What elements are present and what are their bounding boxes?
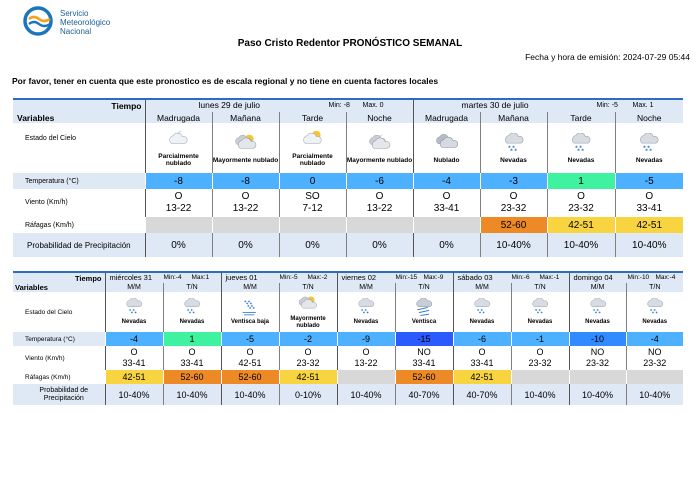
page-title: Paso Cristo Redentor PRONÓSTICO SEMANAL: [237, 38, 463, 49]
precip-cell: 10-40%: [626, 384, 683, 405]
period-header: M/M: [569, 283, 626, 292]
svg-text:✱: ✱: [478, 310, 482, 315]
day-min: Min:-5: [279, 274, 298, 281]
svg-text:✱: ✱: [534, 308, 538, 313]
wind-cell: [547, 189, 615, 217]
svg-text:✱: ✱: [540, 310, 543, 315]
sky-condition-text: Nevadas: [500, 156, 527, 164]
svg-text:✱: ✱: [482, 310, 485, 315]
blowing-snow-icon: [222, 298, 279, 317]
sky-condition-text: Parcialmente nublado: [292, 153, 333, 167]
temp-cell: -5: [615, 173, 683, 189]
wind-cell: [453, 346, 511, 370]
wind-speed: 23-32: [585, 358, 610, 368]
temp-label: Temperatura (°C): [13, 173, 145, 189]
svg-text:✱: ✱: [509, 147, 513, 152]
forecast-table-days-1-2: [13, 98, 683, 257]
gust-label: Ráfagas (Km/h): [13, 370, 105, 384]
precip-cell: 10-40%: [163, 384, 221, 405]
period-header: M/M: [453, 283, 511, 292]
svg-text:✱: ✱: [245, 301, 249, 306]
temp-label: Temperatura (°C): [13, 332, 105, 346]
precip-cell: 40-70%: [453, 384, 511, 405]
snow-icon: [106, 298, 163, 317]
snow-icon: [570, 298, 626, 317]
period-header: T/N: [626, 283, 683, 292]
precip-cell: 0%: [346, 233, 413, 257]
day-name: viernes 02: [341, 273, 377, 282]
precip-cell: 10-40%: [337, 384, 395, 405]
snow-icon: [512, 298, 569, 317]
svg-text:✱: ✱: [513, 147, 517, 152]
svg-text:✱: ✱: [186, 308, 190, 313]
svg-text:✱: ✱: [360, 308, 364, 313]
precip-cell: 10-40%: [615, 233, 683, 257]
day-name: sábado 03: [457, 273, 493, 282]
emission-datetime: Fecha y hora de emisión: 2024-07-29 05:44: [525, 52, 690, 62]
sky-condition-text: Nevadas: [527, 319, 553, 326]
svg-text:✱: ✱: [252, 306, 255, 311]
gust-cell: [626, 370, 683, 384]
svg-text:✱: ✱: [507, 144, 511, 149]
wind-speed: 13-22: [232, 203, 259, 214]
wind-cell: [145, 189, 212, 217]
temp-cell: -1: [511, 332, 569, 346]
gust-cell: 42-51: [615, 217, 683, 233]
svg-text:✱: ✱: [594, 310, 597, 315]
sky-condition-text: Nevadas: [642, 319, 668, 326]
period-header: T/N: [279, 283, 337, 292]
snow-icon: [338, 298, 395, 317]
day-min: Min:-4: [163, 274, 182, 281]
sky-cell: [337, 292, 395, 332]
temp-cell: -6: [346, 173, 413, 189]
wind-cell: [279, 346, 337, 370]
period-header: M/M: [221, 283, 279, 292]
forecast-table-days-3-7: [13, 271, 683, 405]
day-name: jueves 01: [225, 273, 258, 282]
wind-speed: 33-41: [636, 203, 663, 214]
svg-text:✱: ✱: [577, 147, 581, 152]
day-max: Max:-4: [655, 274, 676, 281]
wind-speed: 33-41: [433, 203, 460, 214]
precip-cell: 0%: [145, 233, 212, 257]
wind-speed: 33-41: [180, 358, 204, 368]
sky-cell: [453, 292, 511, 332]
gust-cell: [279, 217, 346, 233]
snow-icon: [164, 298, 221, 317]
wind-speed: 23-32: [528, 358, 552, 368]
precip-cell: 10-40%: [105, 384, 163, 405]
svg-text:✱: ✱: [651, 310, 654, 315]
sky-cell: [279, 123, 346, 173]
temp-cell: 1: [163, 332, 221, 346]
org-name: Servicio Meteorológico Nacional: [60, 9, 111, 36]
precip-cell: 10-40%: [511, 384, 569, 405]
period-header: Tarde: [279, 112, 346, 123]
precip-cell: 10-40%: [547, 233, 615, 257]
regional-notice: Por favor, tener en cuenta que este pronostico es de escala regional y no tiene en cuenta factores locales: [12, 76, 439, 86]
precip-cell: 0-10%: [279, 384, 337, 405]
wind-direction: NO: [590, 347, 605, 357]
svg-text:✱: ✱: [476, 308, 480, 313]
sky-cell: [615, 123, 683, 173]
temp-cell: -9: [337, 332, 395, 346]
temp-cell: -10: [569, 332, 626, 346]
svg-text:✱: ✱: [188, 310, 192, 315]
temp-cell: -4: [105, 332, 163, 346]
wind-speed: 33-41: [122, 358, 146, 368]
sky-cell: [279, 292, 337, 332]
mostly-cloudy-icon: [213, 133, 279, 155]
svg-text:✱: ✱: [597, 310, 601, 315]
sky-condition-text: Nevadas: [121, 319, 147, 326]
period-header: T/N: [511, 283, 569, 292]
sky-condition-text: Parcialmente nublado: [158, 153, 199, 167]
period-header: Madrugada: [145, 112, 212, 123]
gust-cell: [346, 217, 413, 233]
sky-condition-text: Nevadas: [585, 319, 610, 326]
wind-direction: O: [645, 191, 654, 202]
wind-cell: [615, 189, 683, 217]
svg-text:✱: ✱: [192, 310, 195, 315]
temp-cell: -3: [480, 173, 547, 189]
gust-cell: [212, 217, 279, 233]
wind-direction: O: [174, 191, 183, 202]
svg-text:✱: ✱: [190, 308, 193, 313]
variables-label: Variables: [13, 112, 145, 123]
sky-condition-text: Nevadas: [469, 319, 495, 326]
cloudy-icon: [414, 133, 480, 155]
sky-cell: [221, 292, 279, 332]
precip-cell: 10-40%: [221, 384, 279, 405]
svg-text:✱: ✱: [248, 306, 252, 311]
temp-cell: -6: [453, 332, 511, 346]
day-header: [569, 273, 683, 283]
svg-text:✱: ✱: [366, 310, 369, 315]
sky-label: Estado del Cielo: [13, 292, 105, 332]
temp-cell: -2: [279, 332, 337, 346]
mostly-cloudy-night-icon: [347, 133, 413, 155]
blizzard-icon: [396, 298, 453, 317]
temp-cell: -8: [145, 173, 212, 189]
wind-cell: [212, 189, 279, 217]
svg-text:✱: ✱: [364, 308, 367, 313]
snow-icon: [454, 298, 511, 317]
snow-icon: [548, 133, 615, 155]
day-header: [337, 273, 453, 283]
wind-cell: [511, 346, 569, 370]
day-header: [453, 273, 569, 283]
gust-cell: 52-60: [221, 370, 279, 384]
day-min: Min:-6: [511, 274, 530, 281]
day-header: [105, 273, 221, 283]
wind-cell: [221, 346, 279, 370]
svg-text:✱: ✱: [653, 308, 656, 313]
sky-condition-text: Nevadas: [353, 319, 379, 326]
day-max: Max:1: [191, 274, 210, 281]
wind-speed: 13-22: [354, 358, 378, 368]
period-header: T/N: [395, 283, 453, 292]
day-name: domingo 04: [573, 273, 613, 282]
day-min: Min:-15: [395, 274, 418, 281]
wind-direction: SO: [305, 191, 320, 202]
gust-cell: [413, 217, 480, 233]
sky-cell: [346, 123, 413, 173]
day-max: Max:-2: [307, 274, 328, 281]
wind-direction: O: [304, 347, 312, 357]
svg-text:✱: ✱: [247, 304, 250, 309]
gust-cell: 42-51: [105, 370, 163, 384]
partly-cloudy-night-icon: [146, 129, 212, 151]
period-header: T/N: [163, 283, 221, 292]
day-max: Max:-9: [423, 274, 444, 281]
gust-cell: 42-51: [279, 370, 337, 384]
snow-icon: [481, 133, 547, 155]
wind-cell: [279, 189, 346, 217]
day-header: martes 30 de julio Min: -5 Max. 1: [413, 100, 683, 112]
sky-cell: [626, 292, 683, 332]
wind-direction: NO: [648, 347, 662, 357]
wind-direction: O: [478, 347, 486, 357]
temp-cell: -8: [212, 173, 279, 189]
wind-speed: 13-22: [366, 203, 393, 214]
wind-speed: 23-32: [500, 203, 527, 214]
sky-condition-text: Mayormente nublado: [212, 156, 279, 164]
snow-icon: [627, 298, 684, 317]
period-header: Noche: [615, 112, 683, 123]
wind-speed: 23-32: [296, 358, 320, 368]
svg-text:✱: ✱: [244, 299, 247, 304]
sky-cell: [569, 292, 626, 332]
wind-direction: NO: [417, 347, 431, 357]
sky-cell: [395, 292, 453, 332]
wind-direction: O: [362, 347, 370, 357]
variables-label: Variables: [13, 283, 105, 292]
sky-cell: [163, 292, 221, 332]
snow-icon: [616, 133, 684, 155]
wind-speed: 33-41: [412, 358, 436, 368]
svg-text:✱: ✱: [649, 147, 653, 152]
wind-direction: O: [577, 191, 585, 202]
wind-cell: [569, 346, 626, 370]
wind-speed: 42-51: [238, 358, 262, 368]
svg-text:✱: ✱: [128, 308, 132, 313]
svg-text:✱: ✱: [362, 310, 366, 315]
tiempo-label: Tiempo: [13, 100, 145, 112]
svg-text:✱: ✱: [655, 310, 658, 315]
sky-condition-text: Ventisca: [411, 319, 437, 326]
sky-cell: [105, 292, 163, 332]
wind-direction: O: [241, 191, 250, 202]
svg-text:✱: ✱: [536, 310, 540, 315]
gust-cell: [569, 370, 626, 384]
wind-direction: O: [442, 191, 451, 202]
wind-label: Viento (Km/h): [13, 189, 145, 217]
wind-cell: [480, 189, 547, 217]
gust-cell: 42-51: [547, 217, 615, 233]
gust-cell: [337, 370, 395, 384]
temp-cell: -5: [221, 332, 279, 346]
wind-speed: 23-32: [643, 358, 667, 368]
sky-cell: [480, 123, 547, 173]
period-header: Madrugada: [413, 112, 480, 123]
partly-cloudy-sun-icon: [280, 129, 346, 151]
svg-text:✱: ✱: [538, 308, 541, 313]
temp-cell: 1: [547, 173, 615, 189]
svg-text:✱: ✱: [480, 308, 483, 313]
mostly-cloudy-sun-icon: [280, 295, 337, 314]
gust-cell: [145, 217, 212, 233]
sky-condition-text: Nevadas: [567, 156, 595, 164]
gust-label: Ráfagas (Km/h): [13, 217, 145, 233]
svg-text:✱: ✱: [132, 308, 135, 313]
wind-cell: [346, 189, 413, 217]
sky-condition-text: Nevadas: [179, 319, 205, 326]
gust-cell: 42-51: [453, 370, 511, 384]
wind-cell: [337, 346, 395, 370]
wind-cell: [413, 189, 480, 217]
period-header: M/M: [337, 283, 395, 292]
temp-cell: -4: [413, 173, 480, 189]
wind-speed: 23-32: [568, 203, 594, 214]
day-name: miércoles 31: [109, 273, 153, 282]
period-header: Noche: [346, 112, 413, 123]
precip-cell: 10-40%: [480, 233, 547, 257]
wind-speed: 13-22: [165, 203, 192, 214]
temp-cell: -15: [395, 332, 453, 346]
svg-text:✱: ✱: [250, 304, 254, 309]
gust-cell: 52-60: [480, 217, 547, 233]
period-header: Mañana: [480, 112, 547, 123]
precip-cell: 0%: [279, 233, 346, 257]
precip-label: Probabilidad de Precipitación: [13, 233, 145, 257]
period-header: M/M: [105, 283, 163, 292]
svg-text:✱: ✱: [579, 144, 583, 149]
sky-condition-text: Mayormente nublado: [290, 316, 326, 329]
wind-label: Viento (Km/h): [13, 346, 105, 370]
tiempo-label: Tiempo: [13, 273, 105, 283]
wind-direction: O: [246, 347, 254, 357]
gust-cell: 52-60: [163, 370, 221, 384]
wind-direction: O: [509, 191, 518, 202]
period-header: Tarde: [547, 112, 615, 123]
svg-text:✱: ✱: [592, 308, 595, 313]
wind-cell: [163, 346, 221, 370]
sky-cell: [413, 123, 480, 173]
svg-text:✱: ✱: [130, 310, 134, 315]
sky-label: Estado del Cielo: [13, 123, 145, 173]
temp-cell: 0: [279, 173, 346, 189]
wind-cell: [395, 346, 453, 370]
sky-condition-text: Ventisca baja: [230, 319, 270, 326]
day-min: Min:-10: [627, 274, 650, 281]
wind-cell: [105, 346, 163, 370]
wind-direction: O: [536, 347, 544, 357]
precip-cell: 40-70%: [395, 384, 453, 405]
smn-logo-icon: [22, 6, 58, 36]
svg-text:✱: ✱: [511, 144, 515, 149]
day-header: lunes 29 de julio Min: -8 Max. 0: [145, 100, 413, 112]
svg-text:✱: ✱: [647, 144, 651, 149]
svg-text:✱: ✱: [643, 144, 647, 149]
sky-cell: [212, 123, 279, 173]
sky-condition-text: Nevadas: [635, 156, 663, 164]
wind-cell: [626, 346, 683, 370]
wind-direction: O: [375, 191, 384, 202]
gust-cell: [511, 370, 569, 384]
svg-text:✱: ✱: [249, 301, 253, 306]
precip-cell: 10-40%: [569, 384, 626, 405]
wind-speed: 7-12: [302, 203, 323, 214]
svg-text:✱: ✱: [596, 308, 599, 313]
sky-cell: [511, 292, 569, 332]
day-header: [221, 273, 337, 283]
sky-cell: [145, 123, 212, 173]
sky-condition-text: Nublado: [433, 156, 460, 164]
svg-text:✱: ✱: [645, 147, 649, 152]
wind-speed: 33-41: [470, 358, 494, 368]
precip-label: Probabilidad de Precipitación: [13, 384, 105, 405]
day-max: Max:-1: [539, 274, 560, 281]
temp-cell: -4: [626, 332, 683, 346]
svg-text:✱: ✱: [134, 310, 137, 315]
sky-condition-text: Mayormente nublado: [346, 156, 413, 164]
period-header: Mañana: [212, 112, 279, 123]
precip-cell: 0%: [413, 233, 480, 257]
wind-direction: O: [188, 347, 196, 357]
gust-cell: 52-60: [395, 370, 453, 384]
svg-text:✱: ✱: [247, 299, 251, 304]
wind-direction: O: [130, 347, 138, 357]
svg-text:✱: ✱: [581, 147, 585, 152]
svg-text:✱: ✱: [649, 308, 653, 313]
precip-cell: 0%: [212, 233, 279, 257]
sky-cell: [547, 123, 615, 173]
svg-text:✱: ✱: [575, 144, 578, 149]
